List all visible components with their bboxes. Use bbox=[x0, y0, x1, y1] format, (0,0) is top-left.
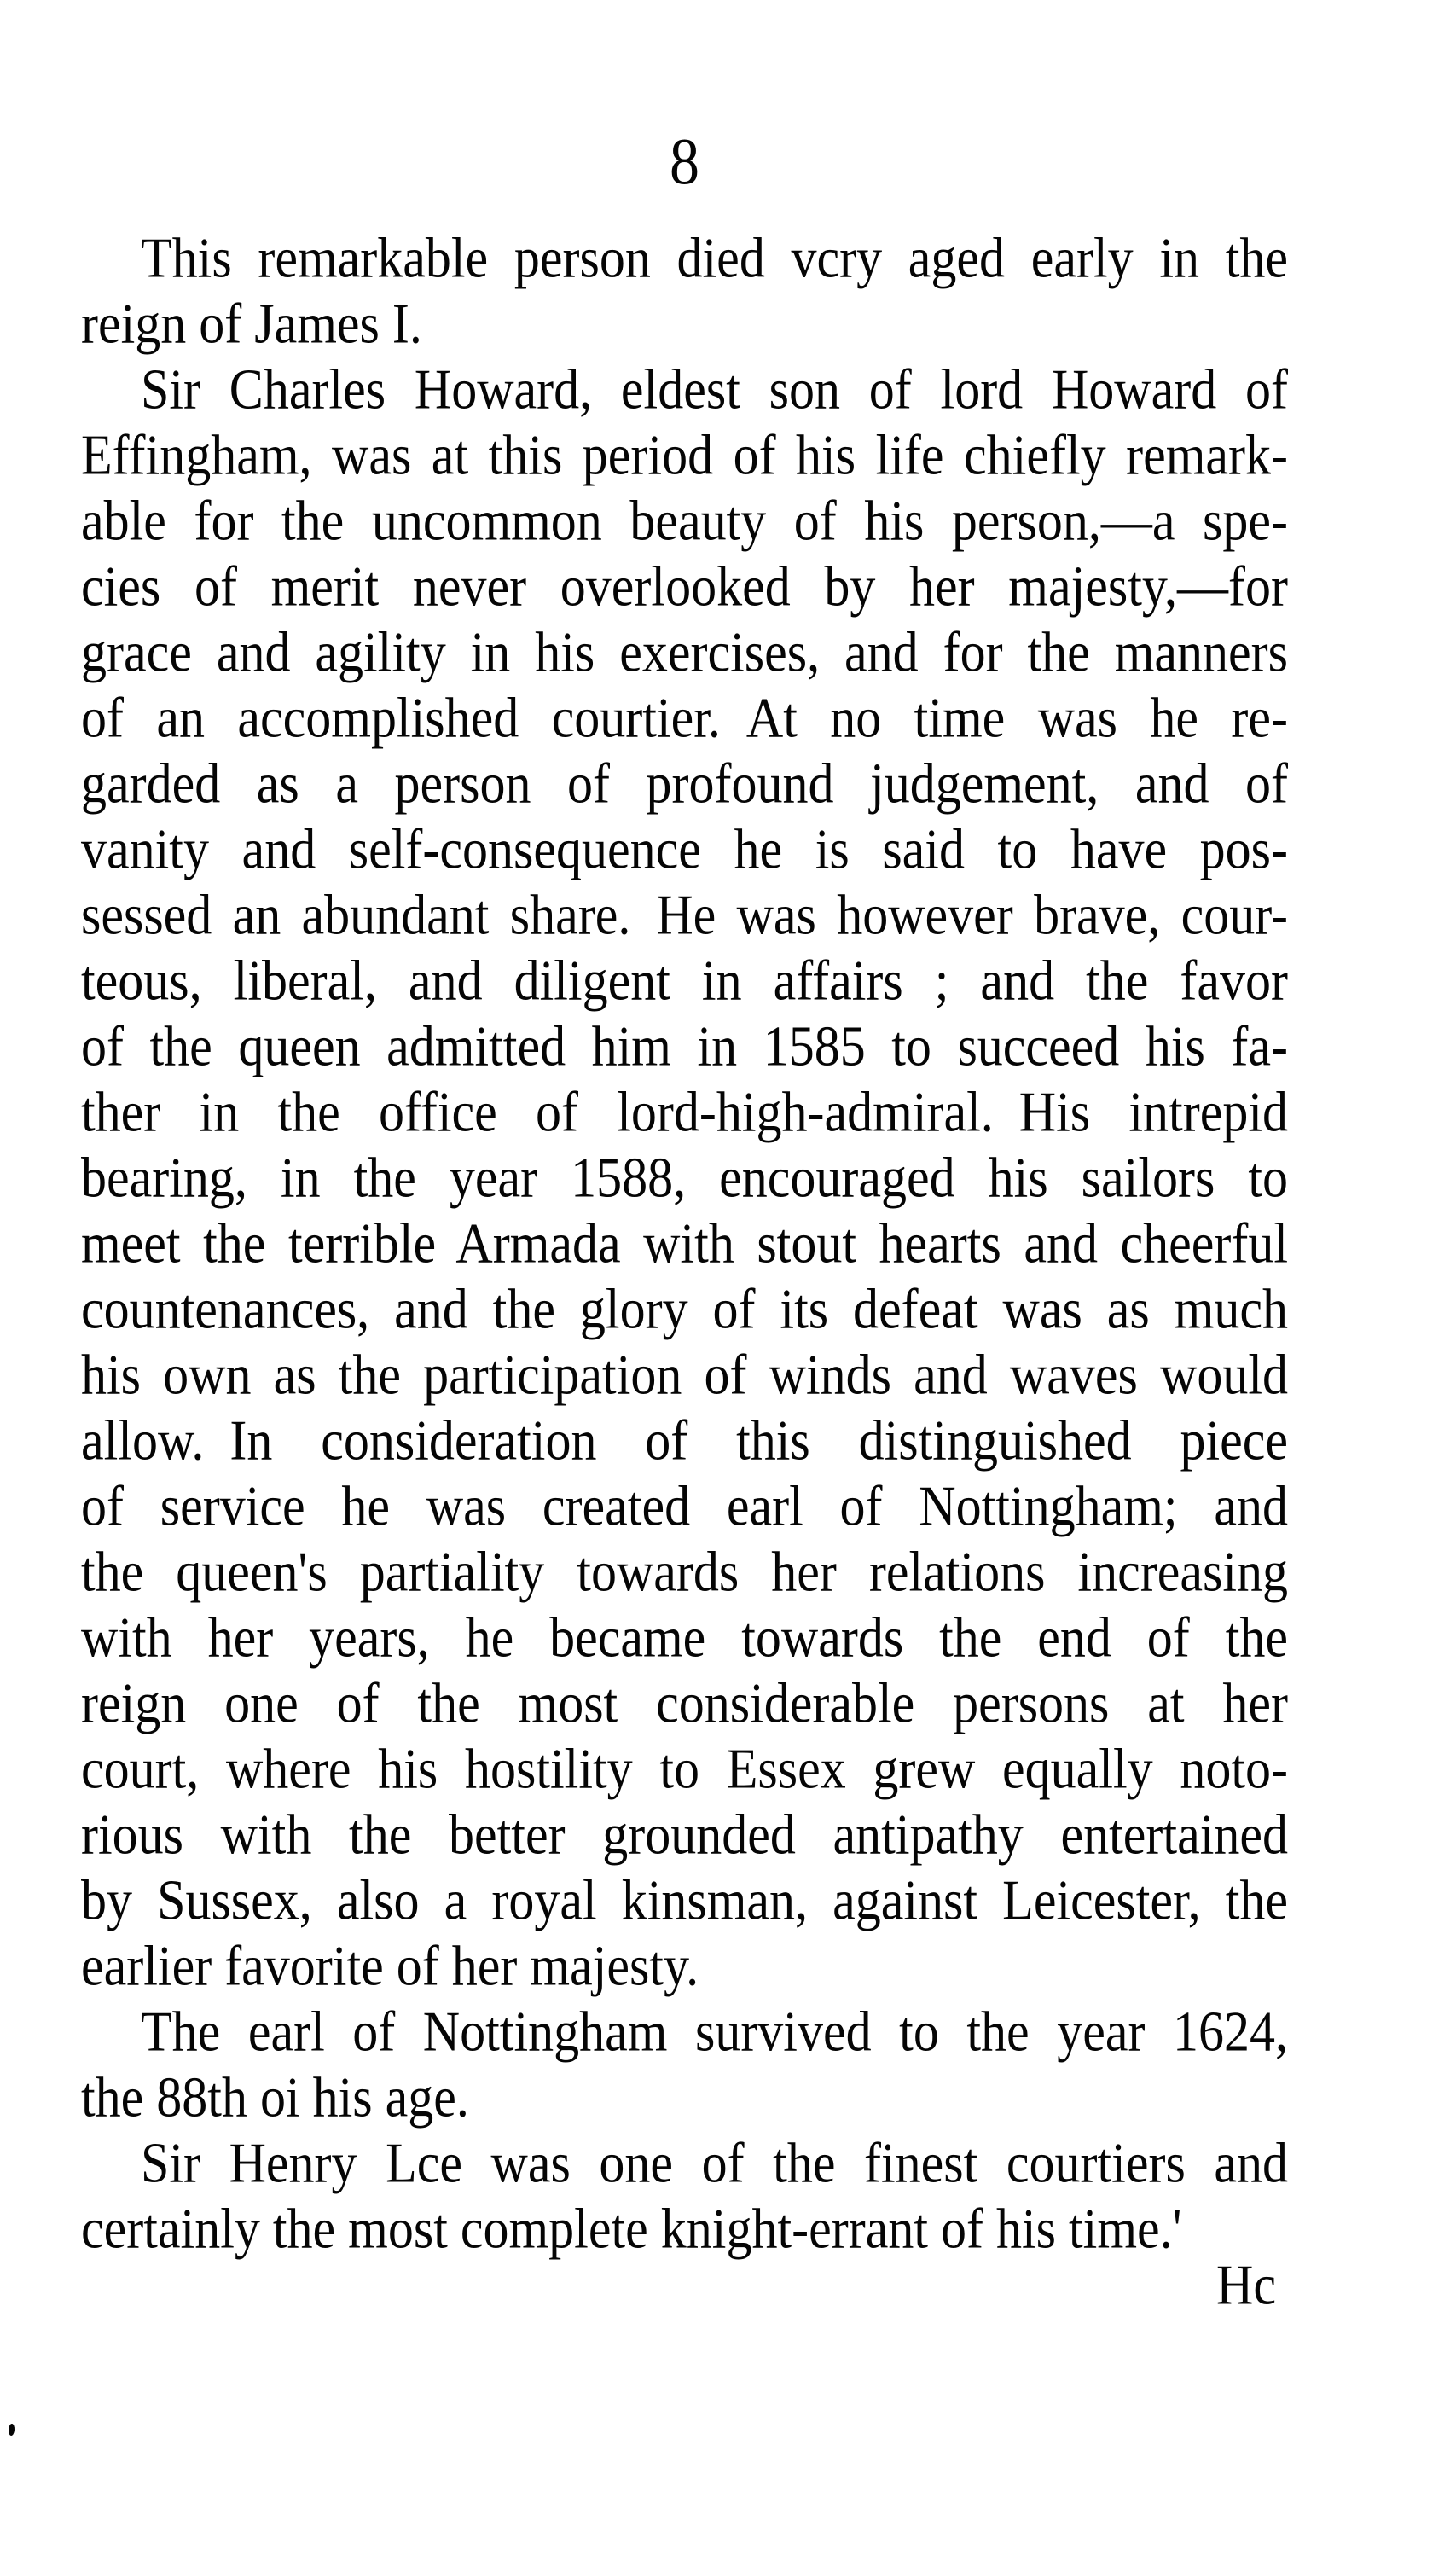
text-line: of an accomplished courtier. At no time was he re- bbox=[81, 685, 1288, 749]
paragraph bbox=[81, 225, 1288, 357]
text-line: certainly the most complete knight-errant of his time.' bbox=[81, 2196, 1182, 2260]
paragraph bbox=[81, 1999, 1288, 2130]
text-line: able for the uncommon beauty of his person,—a spe- bbox=[81, 488, 1288, 552]
text-line: allow. In consideration of this distinguished piece bbox=[81, 1408, 1288, 1472]
text-line: Sir Charles Howard, eldest son of lord Howard of bbox=[141, 357, 1288, 421]
text-line: ther in the office of lord-high-admiral. His intrepid bbox=[81, 1079, 1288, 1143]
text-line: countenances, and the glory of its defeat was as much bbox=[81, 1276, 1288, 1340]
text-line: cies of merit never overlooked by her majesty,—for bbox=[81, 554, 1288, 618]
text-line: the queen's partiality towards her relations increasing bbox=[81, 1539, 1288, 1603]
paragraph bbox=[81, 357, 1288, 1999]
text-line: of the queen admitted him in 1585 to succeed his fa- bbox=[81, 1013, 1288, 1077]
text-line: of service he was created earl of Nottingham; and bbox=[81, 1473, 1288, 1537]
text-line: sessed an abundant share. He was however brave, cour- bbox=[81, 882, 1288, 946]
text-line: the 88th oi his age. bbox=[81, 2065, 469, 2129]
text-line: court, where his hostility to Essex grew equally noto- bbox=[81, 1736, 1288, 1800]
text-line: vanity and self-consequence he is said to have pos- bbox=[81, 816, 1288, 880]
page-number: 8 bbox=[670, 126, 699, 199]
text-line: Sir Henry Lce was one of the finest courtiers and bbox=[141, 2130, 1288, 2194]
text-line: teous, liberal, and diligent in affairs ; and the favor bbox=[81, 948, 1288, 1012]
text-line: bearing, in the year 1588, encouraged his sailors to bbox=[81, 1145, 1288, 1209]
paragraph bbox=[81, 2130, 1288, 2262]
text-line: with her years, he became towards the end of the bbox=[81, 1605, 1288, 1669]
text-block bbox=[81, 225, 1288, 2262]
text-line: earlier favorite of her majesty. bbox=[81, 1933, 699, 1997]
text-line: grace and agility in his exercises, and for the manners bbox=[81, 619, 1288, 683]
text-line: This remarkable person died vcry aged early in the bbox=[141, 225, 1288, 289]
text-line: reign one of the most considerable persons at her bbox=[81, 1670, 1288, 1734]
text-line: The earl of Nottingham survived to the year 1624, bbox=[141, 1999, 1288, 2063]
text-line: his own as the participation of winds and waves would bbox=[81, 1342, 1288, 1406]
text-line: rious with the better grounded antipathy entertained bbox=[81, 1802, 1288, 1866]
ink-speck bbox=[9, 2424, 15, 2436]
text-line: Effingham, was at this period of his life chiefly remark- bbox=[81, 422, 1288, 486]
catchword: Hc bbox=[1216, 2252, 1276, 2316]
text-line: garded as a person of profound judgement, and of bbox=[81, 751, 1288, 815]
text-line: reign of James I. bbox=[81, 291, 422, 355]
text-line: meet the terrible Armada with stout hearts and cheerful bbox=[81, 1211, 1288, 1275]
text-line: by Sussex, also a royal kinsman, against Leicester, the bbox=[81, 1867, 1288, 1931]
